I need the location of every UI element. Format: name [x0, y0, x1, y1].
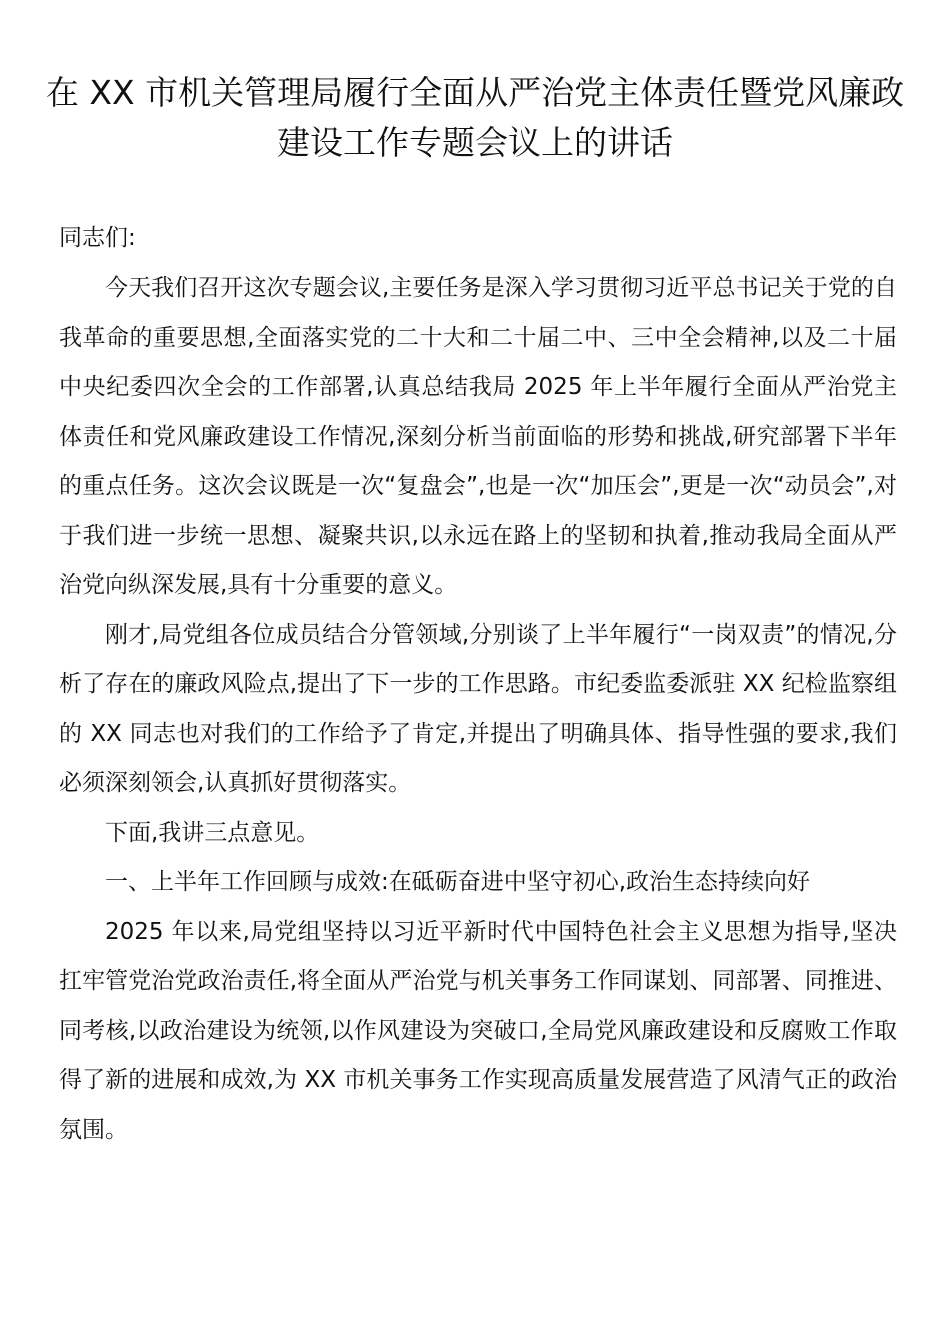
- paragraph-opening: 今天我们召开这次专题会议,主要任务是深入学习贯彻习近平总书记关于党的自我革命的重要思想,全面落实党的二十大和二十届二中、三中全会精神,以及二十届中央纪委四次全会的工作部署,认真总结我局 2025 年上半年履行全面从严治党主体责任和党风廉政建设工作情况,深刻分析当前面临的形势和挑战,研究部署下半年的重点任务。这次会议既是一次“复盘会”,也是一次“加压会”,更是一次“动员会”,对于我们进一步统一思想、凝聚共识,以永远在路上的坚韧和执着,推动我局全面从严治党向纵深发展,具有十分重要的意义。: [59, 275, 897, 598]
- salutation: 同志们:: [59, 225, 136, 251]
- section-paragraph: 2025 年以来,局党组坚持以习近平新时代中国特色社会主义思想为指导,坚决扛牢管党治党政治责任,将全面从严治党与机关事务工作同谋划、同部署、同推进、同考核,以政治建设为统领,以作风建设为突破口,全局党风廉政建设和反腐败工作取得了新的进展和成效,为 XX 市机关事务工作实现高质量发展营造了风清气正的政治氛围。: [59, 918, 897, 1143]
- paragraph-intro-points: 下面,我讲三点意见。: [105, 819, 320, 846]
- paragraph-review: 刚才,局党组各位成员结合分管领域,分别谈了上半年履行“一岗双责”的情况,分析了存在的廉政风险点,提出了下一步的工作思路。市纪委监委派驻 XX 纪检监察组的 XX 同志也对我们的工作给予了肯定,并提出了明确具体、指导性强的要求,我们必须深刻领会,认真抓好贯彻落实。: [59, 621, 897, 796]
- document-title: 在 XX 市机关管理局履行全面从严治党主体责任暨党风廉政建设工作专题会议上的讲话: [45, 73, 905, 162]
- section-heading: 一、上半年工作回顾与成效:在砥砺奋进中坚守初心,政治生态持续向好: [105, 869, 811, 895]
- document-body: [59, 264, 897, 1155]
